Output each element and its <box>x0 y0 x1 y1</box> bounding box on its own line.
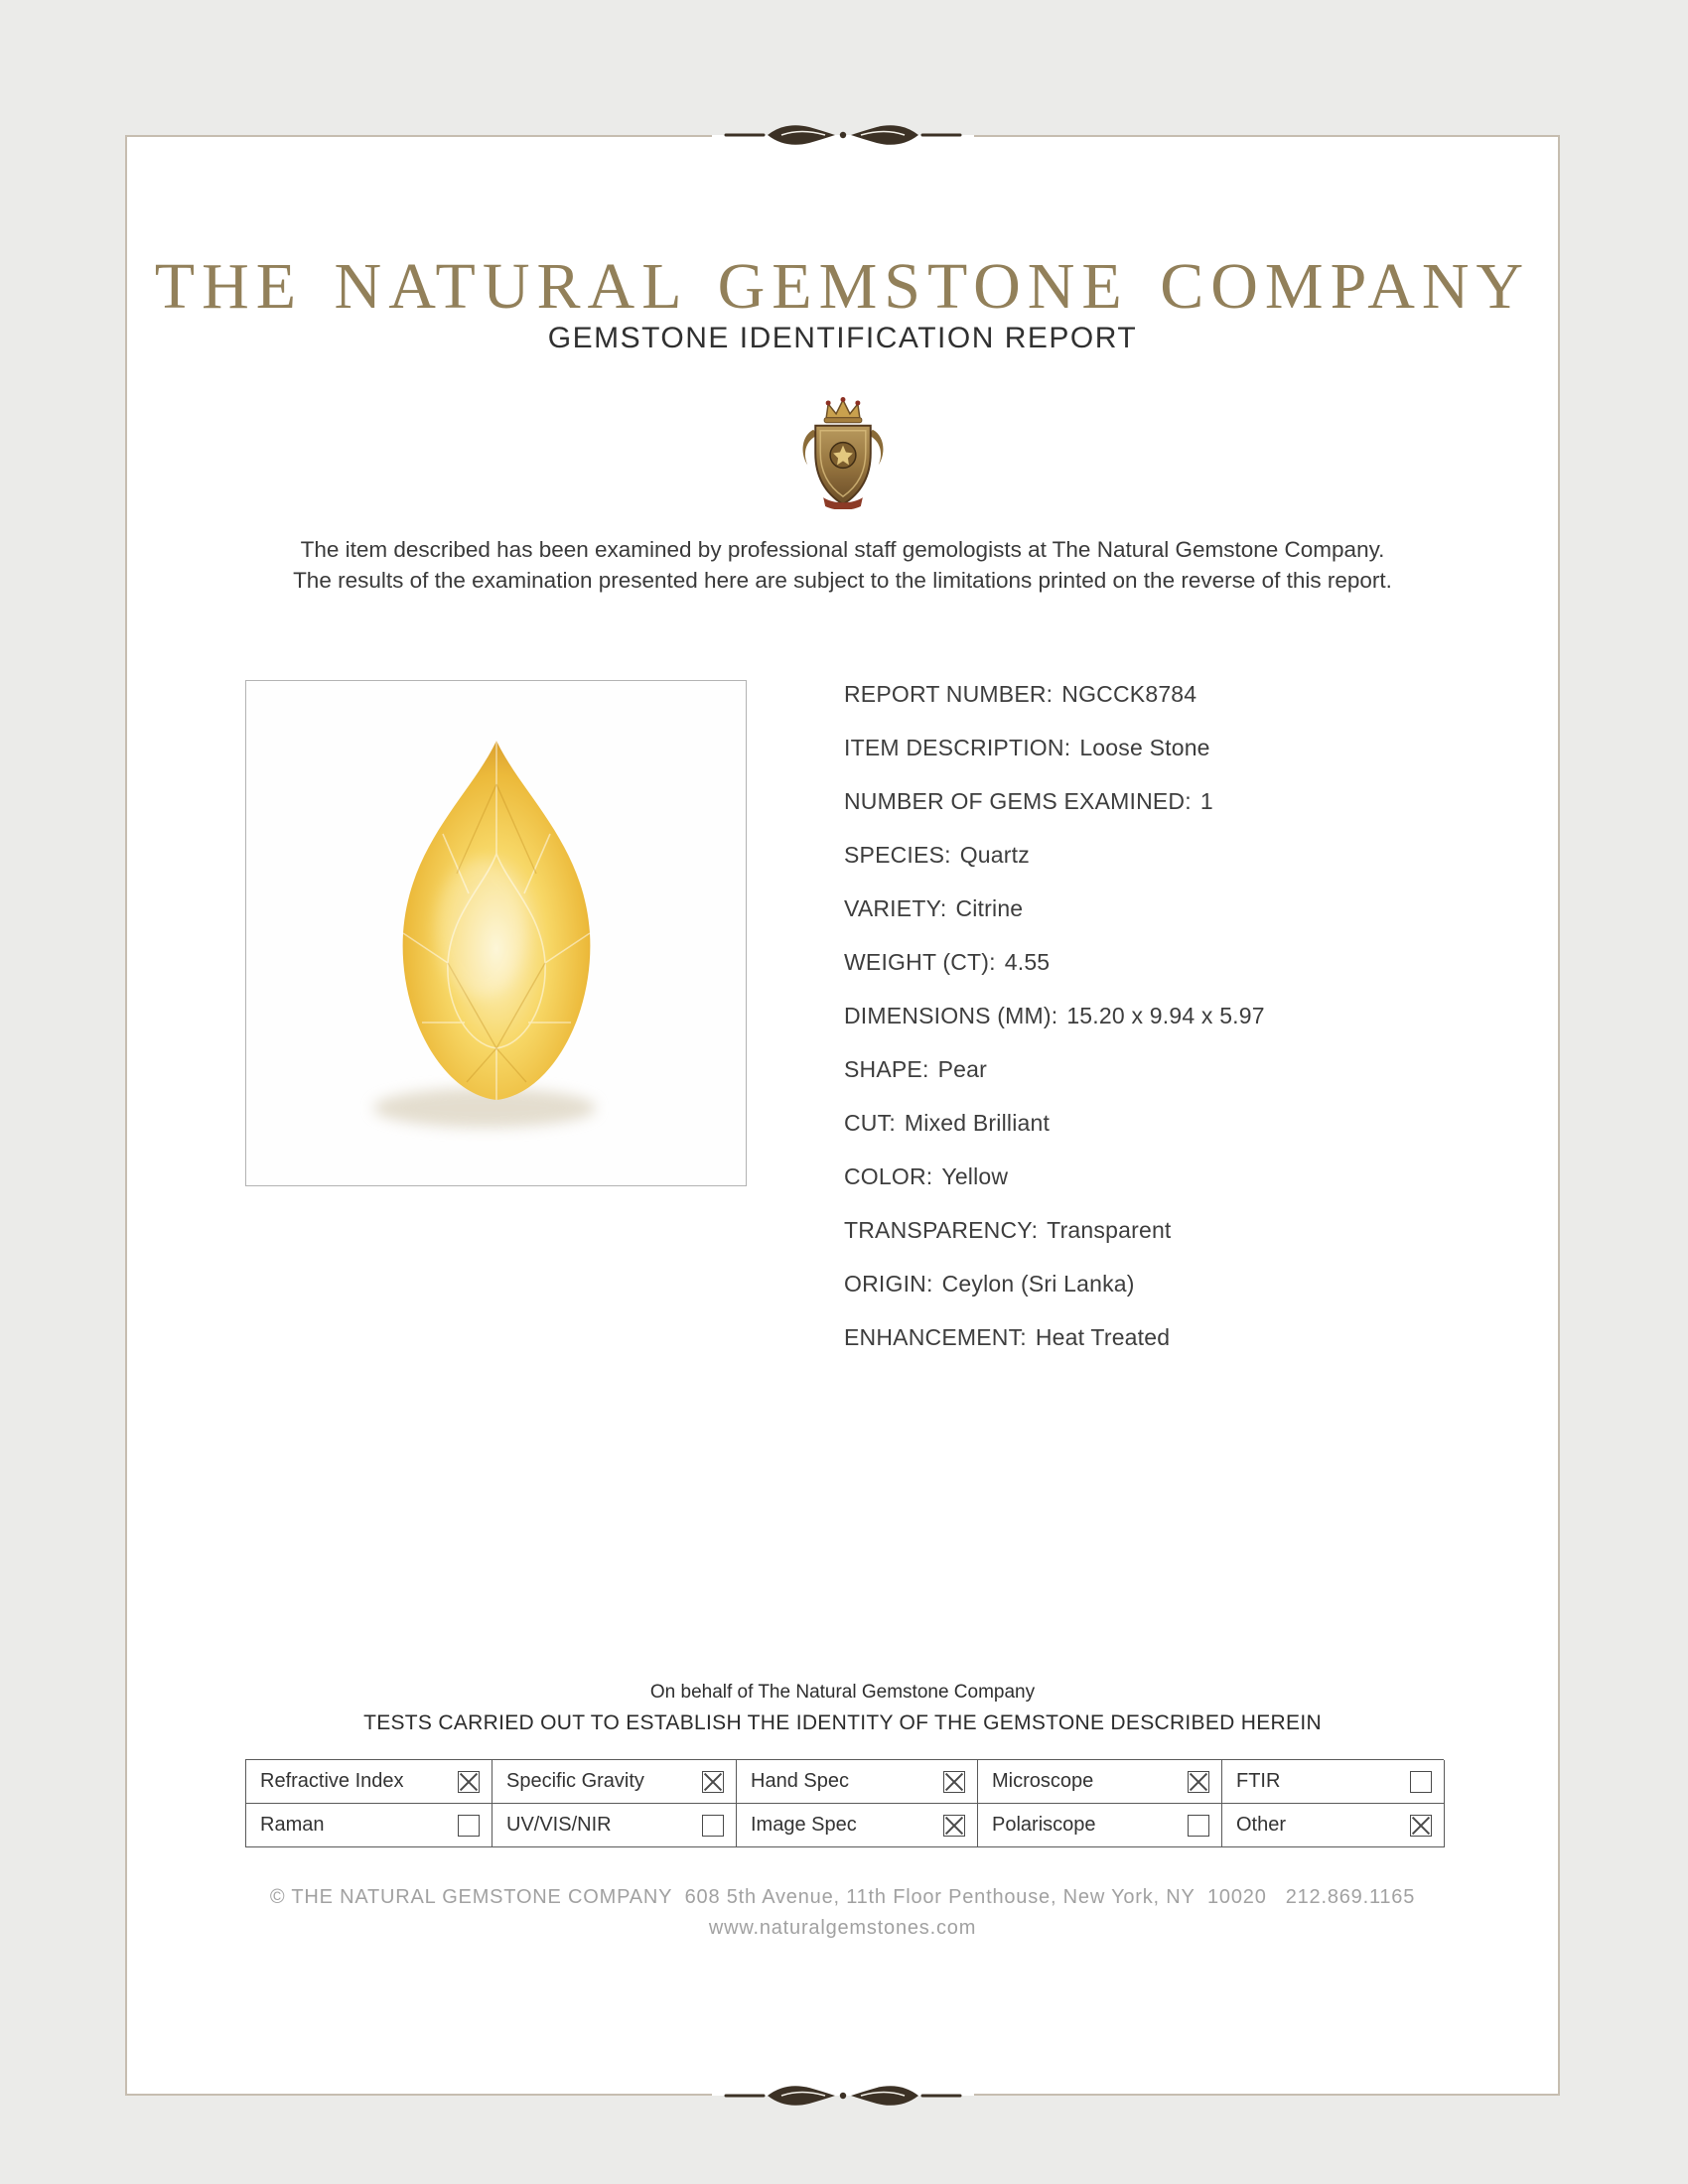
field-label: DIMENSIONS (MM): <box>844 1002 1058 1028</box>
field-label: CUT: <box>844 1109 896 1136</box>
test-ftir <box>1222 1760 1445 1804</box>
field-label: ORIGIN: <box>844 1270 933 1297</box>
test-microscope <box>978 1760 1222 1804</box>
field-value: 1 <box>1199 787 1213 814</box>
report-title: GEMSTONE IDENTIFICATION REPORT <box>547 322 1138 354</box>
report-fields <box>844 667 1519 1364</box>
test-refractive-index <box>246 1760 492 1804</box>
test-checkbox <box>943 1771 965 1793</box>
test-label: Polariscope <box>992 1814 1096 1836</box>
field-cut <box>844 1096 1519 1150</box>
field-value: Citrine <box>955 894 1024 921</box>
field-value: Yellow <box>941 1162 1009 1189</box>
field-value: 4.55 <box>1004 948 1051 975</box>
field-label: VARIETY: <box>844 894 947 921</box>
footer-website: www.naturalgemstones.com <box>708 1917 977 1939</box>
field-report-number <box>844 667 1519 721</box>
intro-text <box>127 534 1558 596</box>
field-origin <box>844 1257 1519 1310</box>
test-other <box>1222 1804 1445 1847</box>
flourish-icon <box>724 117 962 153</box>
test-checkbox <box>702 1815 724 1837</box>
field-value: Loose Stone <box>1079 734 1210 760</box>
field-enhancement <box>844 1310 1519 1364</box>
test-image-spec <box>737 1804 978 1847</box>
test-label: FTIR <box>1236 1770 1281 1792</box>
field-color <box>844 1150 1519 1203</box>
field-value: Mixed Brilliant <box>904 1109 1051 1136</box>
field-label: WEIGHT (CT): <box>844 948 996 975</box>
bottom-flourish-ornament <box>712 2074 974 2117</box>
test-polariscope <box>978 1804 1222 1847</box>
top-flourish-ornament <box>712 113 974 157</box>
field-value: Transparent <box>1047 1216 1172 1243</box>
company-title: THE NATURAL GEMSTONE COMPANY <box>154 250 1531 323</box>
field-number-of-gems <box>844 774 1519 828</box>
test-label: Microscope <box>992 1770 1094 1792</box>
test-checkbox <box>1410 1815 1432 1837</box>
test-label: Specific Gravity <box>506 1770 644 1792</box>
test-checkbox <box>943 1815 965 1837</box>
test-label: Hand Spec <box>751 1770 849 1792</box>
test-label: Raman <box>260 1814 325 1836</box>
field-value: Pear <box>937 1055 987 1082</box>
on-behalf-text: On behalf of The Natural Gemstone Company <box>649 1682 1036 1703</box>
test-label: Refractive Index <box>260 1770 404 1792</box>
test-label: Image Spec <box>751 1814 857 1836</box>
test-checkbox <box>1410 1771 1432 1793</box>
certificate-frame <box>125 135 1560 2096</box>
test-specific-gravity <box>492 1760 737 1804</box>
field-label: TRANSPARENCY: <box>844 1216 1039 1243</box>
field-weight <box>844 935 1519 989</box>
field-value: Heat Treated <box>1035 1323 1171 1350</box>
test-checkbox <box>458 1815 480 1837</box>
intro-line-2: The results of the examination presented here are subject to the limitations printed on the reverse of this report. <box>293 568 1392 593</box>
footer-address: © THE NATURAL GEMSTONE COMPANY 608 5th Avenue, 11th Floor Penthouse, New York, NY 10020 212.869.1165 <box>269 1886 1416 1908</box>
field-label: COLOR: <box>844 1162 933 1189</box>
field-item-description <box>844 721 1519 774</box>
test-hand-spec <box>737 1760 978 1804</box>
field-value: Quartz <box>959 841 1030 868</box>
test-label: Other <box>1236 1814 1287 1836</box>
field-label: REPORT NUMBER: <box>844 680 1054 707</box>
field-shape <box>844 1042 1519 1096</box>
field-dimensions <box>844 989 1519 1042</box>
field-label: ENHANCEMENT: <box>844 1323 1027 1350</box>
field-transparency <box>844 1203 1519 1257</box>
test-raman <box>246 1804 492 1847</box>
field-value: 15.20 x 9.94 x 5.97 <box>1066 1002 1265 1028</box>
test-checkbox <box>1188 1771 1209 1793</box>
test-checkbox <box>702 1771 724 1793</box>
field-variety <box>844 882 1519 935</box>
gem-photo <box>245 680 747 1186</box>
field-species <box>844 828 1519 882</box>
citrine-gem-image <box>348 725 645 1142</box>
company-crest-icon <box>793 396 893 509</box>
test-checkbox <box>458 1771 480 1793</box>
test-label: UV/VIS/NIR <box>506 1814 612 1836</box>
test-checkbox <box>1188 1815 1209 1837</box>
field-label: NUMBER OF GEMS EXAMINED: <box>844 787 1192 814</box>
field-label: SHAPE: <box>844 1055 929 1082</box>
tests-heading: TESTS CARRIED OUT TO ESTABLISH THE IDENTITY OF THE GEMSTONE DESCRIBED HEREIN <box>363 1711 1322 1734</box>
field-value: Ceylon (Sri Lanka) <box>941 1270 1135 1297</box>
field-value: NGCCK8784 <box>1061 680 1197 707</box>
intro-line-1: The item described has been examined by professional staff gemologists at The Natural Gemstone Company. <box>300 537 1385 562</box>
field-label: ITEM DESCRIPTION: <box>844 734 1071 760</box>
test-uv-vis-nir <box>492 1804 737 1847</box>
field-label: SPECIES: <box>844 841 951 868</box>
tests-table <box>245 1759 1444 1847</box>
flourish-icon <box>724 2078 962 2114</box>
